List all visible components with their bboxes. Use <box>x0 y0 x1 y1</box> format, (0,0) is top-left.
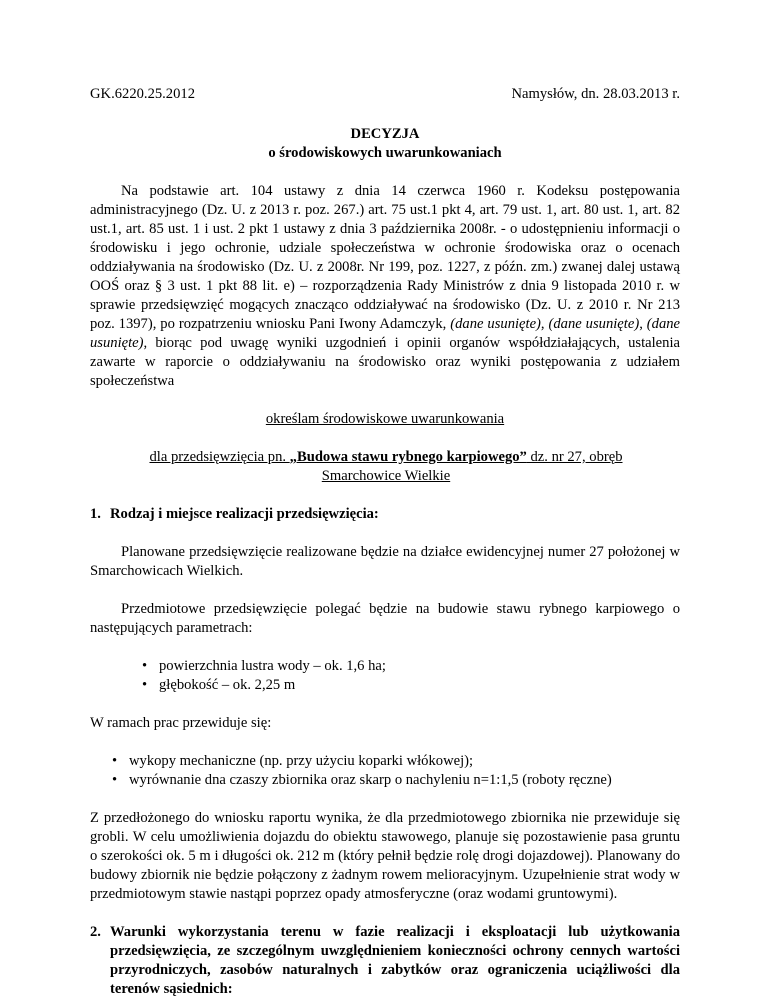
section-1-title: Rodzaj i miejsce realizacji przedsięwzięcia: <box>110 506 379 522</box>
preamble-text-1: Na podstawie art. 104 ustawy z dnia 14 czerwca 1960 r. Kodeksu postępowania administracyjnego (Dz. U. z 2013 r. poz. 267.) art. 75 ust.1 pkt 4, art. 79 ust. 1, art. 80 ust. 1, art. 82 ust.1, art. 85 ust. 1 i ust. 2 pkt 1 ustawy z dnia 3 października 2008r. - o udostępnieniu informacji o środowisku i jego ochronie, udziale społeczeństwa w ochronie środowiska oraz o ocenach oddziaływania na środowisko (Dz. U. z 2008r. Nr 199, poz. 1227, z późn. zm.) zwanej dalej ustawą OOŚ oraz § 3 ust. 1 pkt 88 lit. e) – rozporządzenia Rady Ministrów z dnia 9 listopada 2010 r. w sprawie przedsięwzięć mogących znacząco oddziaływać na środowisko (Dz. U. z 2010 r. Nr 213 poz. 1397), po rozpatrzeniu wniosku Pani Iwony Adamczyk, <box>90 183 680 332</box>
section-1-number: 1. <box>90 506 101 522</box>
works-intro: W ramach prac przewiduje się: <box>90 715 272 731</box>
list-item: • głębokość – ok. 2,25 m <box>142 676 680 695</box>
section-1-heading <box>90 505 680 524</box>
section-1-paragraph-2: Przedmiotowe przedsięwzięcie polegać będzie na budowie stawu rybnego karpiowego o następujących parametrach: <box>90 601 680 636</box>
document-title: DECYZJA <box>350 126 420 142</box>
project-prefix: dla przedsięwzięcia pn. <box>149 449 290 465</box>
document-header <box>90 85 680 104</box>
case-number: GK.6220.25.2012 <box>90 86 195 102</box>
removed-data-2: (dane usunięte) <box>548 316 640 332</box>
works-list <box>90 752 680 790</box>
section-2-number: 2. <box>90 924 101 940</box>
removed-data-3: (dane usunięte) <box>90 316 681 351</box>
section-2-heading <box>90 923 680 999</box>
preamble-paragraph: Na podstawie art. 104 ustawy z dnia 14 czerwca 1960 r. Kodeksu postępowania administracyjnego (Dz. U. z 2013 r. poz. 267.) art. 75 ust.1 pkt 4, art. 79 ust. 1, art. 80 ust. 1, art. 82 ust.1, art. 85 ust. 1 i ust. 2 pkt 1 ustawy z dnia 3 października 2008r. - o udostępnieniu informacji o środowisku i jego ochronie, udziale społeczeństwa w ochronie środowiska oraz o ocenach oddziaływania na środowisko (Dz. U. z 2008r. Nr 199, poz. 1227, z późn. zm.) zwanej dalej ustawą OOŚ oraz § 3 ust. 1 pkt 88 lit. e) – rozporządzenia Rady Ministrów z dnia 9 listopada 2010 r. w sprawie przedsięwzięć mogących znacząco oddziaływać na środowisko (Dz. U. z 2010 r. Nr 213 poz. 1397), po rozpatrzeniu wniosku Pani Iwony Adamczyk, (dane usunięte), (dane usunięte), (dane usunięte), biorąc pod uwagę wyniki uzgodnień i opinii organów współdziałających, ustalenia zawarte w raporcie o oddziaływaniu na środowisko oraz wyniki postępowania z udziałem społeczeństwa <box>90 183 681 389</box>
project-suffix: dz. nr 27, obręb Smarchowice Wielkie <box>321 449 623 484</box>
project-line <box>90 448 680 486</box>
document-subtitle: o środowiskowych uwarunkowaniach <box>268 145 502 161</box>
section-1-paragraph-1: Planowane przedsięwzięcie realizowane będzie na działce ewidencyjnej numer 27 położonej w Smarchowicach Wielkich. <box>90 544 680 579</box>
list-item: • wykopy mechaniczne (np. przy użyciu koparki włókowej); <box>112 752 680 771</box>
project-name: „Budowa stawu rybnego karpiowego” <box>289 449 527 465</box>
list-item: • powierzchnia lustra wody – ok. 1,6 ha; <box>142 657 680 676</box>
section-1-paragraph-3: Z przedłożonego do wniosku raportu wynika, że dla przedmiotowego zbiornika nie przewiduje się grobli. W celu umożliwienia dojazdu do obiektu stawowego, planuje się pozostawienie pasa gruntu o szerokości ok. 5 m i długości ok. 212 m (który pełnił będzie rolę drogi dojazdowej). Planowany do budowy zbiornik nie będzie połączony z żadnym rowem melioracyjnym. Uzupełnienie strat wody w przedmiotowym stawie nastąpi poprzez opady atmosferyczne (oraz wodami gruntowymi). <box>90 810 680 902</box>
preamble-text-2: , biorąc pod uwagę wyniki uzgodnień i opinii organów współdziałających, ustalenia zawarte w raporcie o oddziaływaniu na środowisko oraz wyniki postępowania z udziałem społeczeństwa <box>90 335 680 389</box>
determination-line: określam środowiskowe uwarunkowania <box>265 411 505 427</box>
parameters-list <box>90 657 680 695</box>
removed-data-1: (dane usunięte) <box>450 316 541 332</box>
list-item: • wyrównanie dna czaszy zbiornika oraz skarp o nachyleniu n=1:1,5 (roboty ręczne) <box>112 771 680 790</box>
section-2-title: Warunki wykorzystania terenu w fazie realizacji i eksploatacji lub użytkowania przedsięwzięcia, ze szczególnym uwzględnieniem konieczności ochrony cennych wartości przyrodniczych, zasobów naturalnych i zabytków oraz ograniczenia uciążliwości dla terenów sąsiednich: <box>110 924 680 997</box>
document-page <box>90 85 680 999</box>
place-date: Namysłów, dn. 28.03.2013 r. <box>511 86 680 102</box>
